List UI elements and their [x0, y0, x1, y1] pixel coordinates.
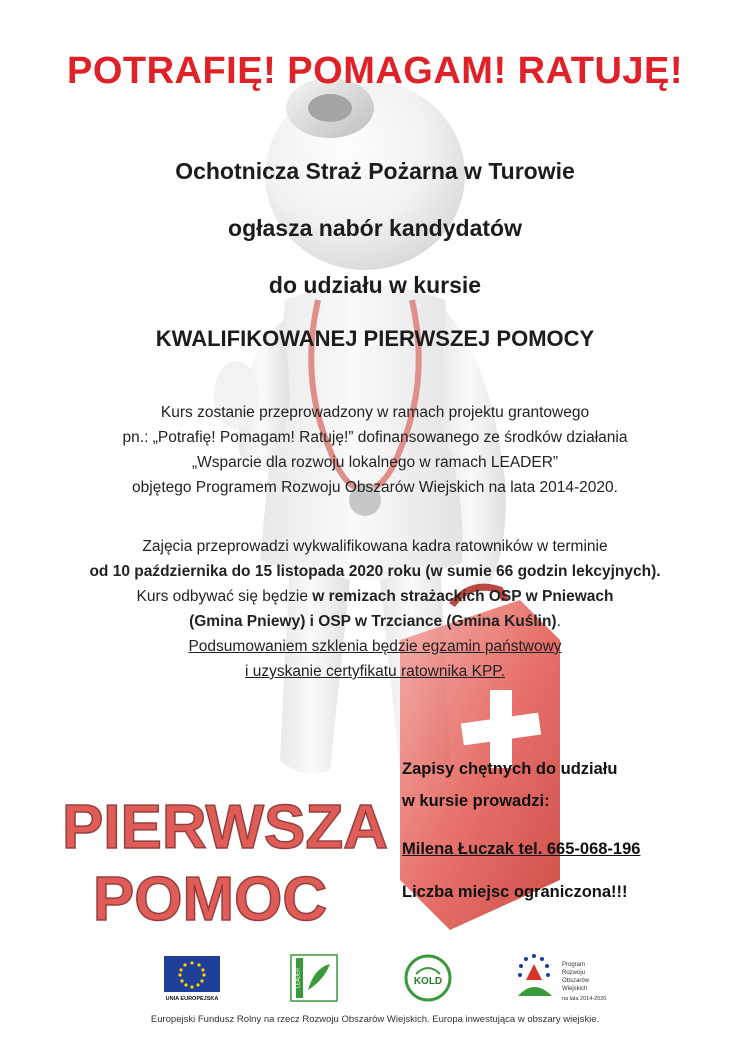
pierwsza-pomoc-graphic: [40, 780, 410, 940]
signup-line-1: Zapisy chętnych do udziału: [402, 760, 618, 778]
course-dates: od 10 października do 15 listopada 2020 roku (w sumie 66 godzin lekcyjnych).: [89, 563, 661, 580]
signup-line-2: w kursie prowadzi:: [402, 792, 550, 810]
pierwsza-word: PIERWSZA: [61, 793, 389, 862]
logos-row: [0, 950, 750, 1010]
project-line-2: pn.: „Potrafię! Pomagam! Ratuję!” dofinansowanego ze środków działania: [122, 429, 628, 446]
project-paragraph: [20, 400, 730, 500]
prow-logo: [512, 950, 622, 1006]
prow-line-3: Obszarów: [562, 978, 590, 984]
pomoc-word: POMOC: [92, 865, 328, 934]
project-line-4: objętego Programem Rozwoju Obszarów Wiejskich na lata 2014-2020.: [132, 479, 618, 496]
prow-years: na lata 2014-2020: [562, 996, 607, 1002]
eu-label: UNIA EUROPEJSKA: [165, 996, 219, 1002]
exam-line: Podsumowaniem szklenia będzie egzamin państwowy: [188, 638, 562, 655]
footer-text: Europejski Fundusz Rolny na rzecz Rozwoju Obszarów Wiejskich. Europa inwestująca w obszary wiejskie.: [150, 1014, 600, 1025]
participation-line: do udziału w kursie: [268, 272, 482, 298]
leader-logo: [290, 954, 338, 1002]
project-line-3: „Wsparcie dla rozwoju lokalnego w ramach LEADER”: [191, 454, 559, 471]
details-line-3-text: Kurs odbywać się będzie: [136, 588, 313, 605]
prow-line-4: Wiejskich: [562, 986, 588, 992]
project-line-1: Kurs zostanie przeprowadzony w ramach projektu grantowego: [160, 404, 590, 421]
announcement: ogłasza nabór kandydatów: [228, 215, 522, 241]
prow-line-1: Program: [562, 962, 586, 968]
venue-1: w remizach strażackich OSP w Pniewach: [312, 588, 614, 605]
headline: POTRAFIĘ! POMAGAM! RATUJĘ!: [66, 50, 684, 92]
certificate-line: i uzyskanie certyfikatu ratownika KPP.: [245, 663, 505, 680]
kold-logo: [404, 954, 452, 1002]
details-line-1: Zajęcia przeprowadzi wykwalifikowana kadra ratowników w terminie: [142, 538, 608, 555]
org-name: Ochotnicza Straż Pożarna w Turowie: [175, 158, 575, 184]
prow-line-2: Rozwoju: [562, 970, 586, 976]
leader-label: LEADER: [295, 967, 302, 989]
details-period: .: [556, 613, 561, 630]
venue-2: (Gmina Pniewy) i OSP w Trzciance (Gmina Kuślin): [189, 613, 557, 630]
limited-seats: Liczba miejsc ograniczona!!!: [402, 883, 628, 901]
contact-phone[interactable]: Milena Łuczak tel. 665-068-196: [402, 840, 641, 858]
kold-label: KOLD: [413, 976, 443, 987]
details-paragraph: [20, 534, 730, 684]
eu-flag-logo: [162, 956, 222, 1002]
course-name: KWALIFIKOWANEJ PIERWSZEJ POMOCY: [155, 326, 595, 351]
